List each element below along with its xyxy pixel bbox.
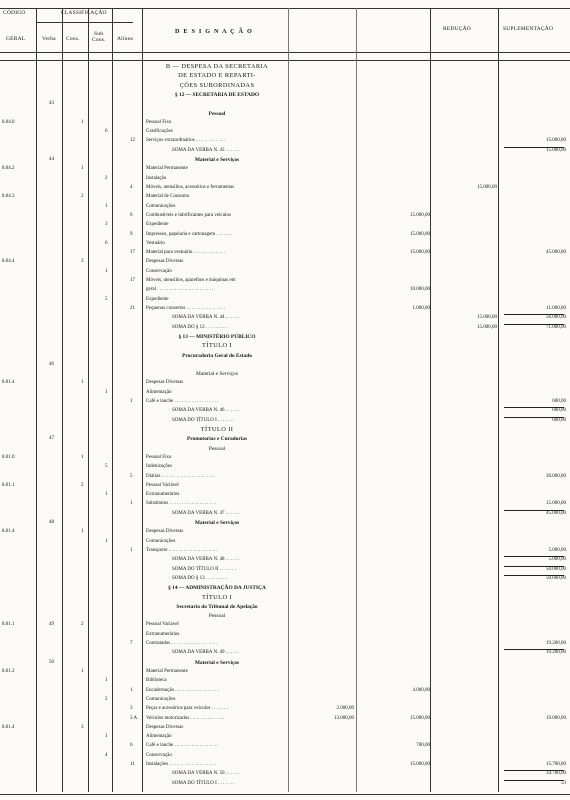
table-row: [0, 604, 570, 610]
header-cons: Cons.: [66, 36, 80, 42]
item-description: Pequenos consertos . . . . . . . . . . . . . . . .: [146, 306, 226, 311]
detail-amount-1: 13.000,00: [334, 715, 354, 721]
item-description: Expediente: [146, 222, 169, 228]
table-row: [0, 622, 570, 628]
cons-number: 3: [81, 259, 84, 265]
code: 8.01.4: [2, 724, 15, 730]
soma-line: SOMA DO TÍTULO II . . . . . . .: [172, 566, 236, 572]
soma-line: SOMA DA VERBA N. 46 . . . . . .: [172, 408, 240, 414]
soma-line: SOMA DA VERBA N. 49 . . . . . .: [172, 650, 240, 656]
table-row: [0, 678, 570, 684]
sum-rule: [504, 147, 564, 149]
table-row: [0, 595, 570, 601]
cons-number: 1: [81, 669, 84, 674]
table-row: [0, 232, 570, 238]
alinea-number: 4: [130, 185, 133, 190]
table-row: [0, 567, 570, 573]
soma-line: SOMA DA VERBA N. 48 . . . . . .: [172, 557, 240, 563]
table-row: [0, 334, 570, 340]
sum-rule: [504, 314, 564, 316]
sub-cons-number: 3: [105, 222, 108, 228]
table-row: [0, 650, 570, 656]
table-row: [0, 148, 570, 154]
item-description: Gratificações: [146, 129, 173, 135]
verba-number: 46: [49, 361, 54, 367]
cons-number: 2: [81, 194, 84, 200]
table-row: [0, 408, 570, 414]
suplementacao-amount: 11.000,00: [546, 306, 566, 311]
detail-amount-2: 4.000,00: [412, 687, 430, 693]
sub-cons-number: 1: [105, 734, 108, 740]
top-rule: [0, 8, 570, 9]
suplementacao-amount: 34.700,00: [546, 771, 566, 777]
cons-number: 1: [81, 119, 84, 125]
header-sub-cons: Cons.: [92, 37, 106, 43]
sum-rule: [504, 770, 564, 772]
suplementacao-amount: 19.200,00: [546, 641, 566, 647]
soma-line: SOMA DA VERBA N. 47 . . . . . .: [172, 510, 240, 516]
suplementacao-amount: 56.000,00: [546, 315, 566, 321]
table-row: [0, 241, 570, 247]
table-row: [0, 353, 570, 359]
table-row: [0, 101, 570, 107]
suplementacao-amount: 5.000,00: [548, 548, 566, 553]
item-description: Comunicações: [146, 696, 176, 702]
suplementacao-amount: 600,00: [552, 417, 566, 423]
item-description: Despesas Diversas: [146, 380, 184, 386]
suplementacao-amount: 15.000,00: [546, 138, 566, 144]
item-description: Café e lanche . . . . . . . . . . . . . . . . . .: [146, 399, 219, 405]
section-heading: Material e Serviços: [194, 520, 240, 527]
item-description: Alimentação: [146, 734, 172, 740]
section-heading: Material e Serviços: [194, 157, 240, 164]
section-heading: Secretaria do Tribunal de Apelação: [176, 603, 258, 610]
table-row: [0, 120, 570, 126]
soma-line: SOMA DO TÍTULO I . . . . . . .: [172, 780, 235, 786]
section-subheading: Pessoal: [208, 445, 226, 452]
sub-cons-number: 6: [105, 240, 108, 246]
detail-amount-2: 15.000,00: [410, 212, 430, 218]
table-row: [0, 539, 570, 545]
soma-line: SOMA DA VERBA N. 43 . . . . . .: [172, 147, 240, 153]
table-row: [0, 455, 570, 461]
table-row: [0, 706, 570, 712]
table-row: [0, 641, 570, 647]
soma-line: SOMA DA VERBA N. 50 . . . . . .: [172, 771, 240, 777]
alinea-number: 11: [130, 762, 135, 768]
suplementacao-amount: 15.000,00: [546, 501, 566, 507]
soma-line: SOMA DO § 13 . . . . . . . . .: [172, 575, 228, 581]
cons-number: 1: [81, 166, 84, 172]
item-description: Extranumerários: [146, 492, 180, 498]
table-row: [0, 585, 570, 591]
table-row: [0, 371, 570, 377]
cons-number: 3: [81, 724, 84, 730]
item-description: Biblioteca: [146, 678, 167, 684]
table-row: [0, 306, 570, 312]
cons-number: 2: [81, 482, 84, 488]
table-row: [0, 287, 570, 293]
table-row: [0, 464, 570, 470]
item-description: Despesas Diversas: [146, 724, 184, 730]
item-description: Instalação: [146, 175, 167, 181]
soma-line: SOMA DO TÍTULO I . . . . . . .: [172, 417, 235, 423]
item-description: Despesas Diversas: [146, 259, 184, 265]
table-row: [0, 734, 570, 740]
soma-line: SOMA DA VERBA N. 44 . . . . . .: [172, 315, 240, 321]
table-row: [0, 362, 570, 368]
alinea-number: 1: [130, 548, 133, 553]
item-description: Veículos motorizados . . . . . . . . . . . . . .: [146, 715, 225, 721]
section-heading: § 12 — SECRETARIA DE ESTADO: [174, 91, 260, 98]
section-heading: Pessoal: [208, 110, 226, 117]
reducao-amount: 15.000,00: [477, 185, 497, 190]
cons-number: 1: [81, 454, 84, 460]
sum-rule: [504, 556, 564, 558]
sum-rule: [504, 566, 564, 568]
alinea-number: 6: [130, 743, 133, 749]
alinea-number: 3: [130, 706, 133, 712]
code: 8.04.0: [2, 119, 15, 125]
section-title: TÍTULO II: [200, 426, 234, 433]
table-row: [0, 436, 570, 442]
detail-amount-1: 2.000,00: [336, 706, 354, 712]
table-row: [0, 660, 570, 666]
item-description: Combustíveis e lubrificantes para veículos: [146, 212, 231, 218]
section-subheading: Pessoal: [208, 613, 226, 620]
sum-rule: [504, 510, 564, 512]
cons-number: 2: [81, 622, 84, 628]
detail-amount-2: 15.000,00: [410, 250, 430, 256]
sum-rule: [504, 780, 564, 782]
sub-cons-number: 2: [105, 175, 108, 181]
table-row: [0, 250, 570, 256]
suplementacao-amount: 53: [561, 780, 566, 786]
item-description: Comunicações: [146, 203, 176, 209]
item-description: Café e lanche . . . . . . . . . . . . . . . . . .: [146, 743, 219, 749]
section-title: B — DESPESA DA SECRETARIA: [165, 63, 269, 70]
code: 8.04.4: [2, 259, 15, 265]
table-row: [0, 743, 570, 749]
alinea-number: 17: [130, 250, 135, 256]
code: 8.01.2: [2, 669, 15, 674]
table-row: [0, 269, 570, 275]
header-verba: Verba: [42, 36, 56, 42]
suplementacao-amount: 50.600,00: [546, 575, 566, 581]
item-description: Despesas Diversas: [146, 529, 184, 535]
table-row: [0, 83, 570, 89]
detail-amount-2: 1.000,00: [412, 306, 430, 311]
alinea-number: 1: [130, 687, 133, 693]
sum-rule: [504, 649, 564, 651]
table-row: [0, 399, 570, 405]
soma-line: SOMA DO § 12 . . . . . . . . .: [172, 324, 228, 330]
detail-amount-2: 15.000,00: [410, 231, 430, 237]
table-row: [0, 390, 570, 396]
suplementacao-amount: 30.000,00: [546, 473, 566, 479]
section-title: DE ESTADO E REPARTI-: [178, 72, 256, 80]
verba-number: 43: [49, 101, 54, 107]
suplementacao-amount: 19.200,00: [546, 650, 566, 656]
table-row: [0, 278, 570, 284]
section-subheading: Material e Serviços: [196, 371, 238, 378]
item-description: Expediente: [146, 296, 169, 302]
sub-cons-number: 5: [105, 464, 108, 470]
table-row: [0, 501, 570, 507]
table-row: [0, 213, 570, 219]
table-row: [0, 64, 570, 70]
code: 8.04.3: [2, 194, 15, 200]
table-row: [0, 194, 570, 200]
alinea-number: 21: [130, 306, 135, 311]
table-row: [0, 492, 570, 498]
table-row: [0, 632, 570, 638]
table-row: [0, 725, 570, 731]
suplementacao-amount: 71.000,00: [546, 324, 566, 330]
alinea-number: 1: [130, 501, 133, 507]
sub-cons-number: 1: [105, 678, 108, 684]
item-description: Alimentação: [146, 389, 172, 395]
cons-number: 1: [81, 380, 84, 386]
table-row: [0, 483, 570, 489]
sum-rule: [504, 575, 564, 577]
header-designacao: D E S I G N A Ç Ã O: [175, 28, 253, 35]
table-row: [0, 781, 570, 787]
table-row: [0, 343, 570, 349]
code: 8.01.4: [2, 380, 15, 386]
item-description: Móveis, utensílios, aparelhos e máquinas em: [146, 278, 236, 284]
header-classificacao: CLASSIFICAÇÃO: [61, 10, 107, 16]
item-description: Impressos, papelaria e cartonagem . . . . . . .: [146, 231, 233, 237]
sub-cons-number: 1: [105, 389, 108, 395]
item-description: Pessoal Variável: [146, 482, 179, 488]
classificacao-rule: [36, 22, 133, 23]
table-row: [0, 92, 570, 98]
alinea-number: 3 A: [130, 715, 138, 721]
section-heading: Material e Serviços: [194, 659, 240, 666]
item-description: Pessoal Fixo: [146, 119, 172, 125]
header-alinea: Alínea: [117, 36, 133, 42]
item-description: Material Permanente: [146, 669, 188, 674]
section-title: TÍTULO I: [202, 593, 232, 601]
sub-cons-number: 1: [105, 492, 108, 498]
section-heading: Promotorias e Curadorias: [186, 436, 248, 443]
sum-rule: [504, 324, 564, 326]
alinea-number: 7: [130, 641, 133, 647]
alinea-number: 6: [130, 212, 133, 218]
detail-amount-2: 10.000,00: [410, 287, 430, 293]
table-row: [0, 166, 570, 172]
suplementacao-amount: 19.000,00: [546, 715, 566, 721]
item-description: Indenizações: [146, 464, 173, 470]
sub-cons-number: 4: [105, 752, 108, 758]
suplementacao-amount: 600,00: [552, 408, 566, 414]
item-description: Transporte . . . . . . . . . . . . . . . . . . . .: [146, 548, 218, 553]
table-row: [0, 716, 570, 722]
sub-cons-number: 6: [105, 129, 108, 135]
header-sub: Sub.: [94, 31, 105, 37]
sub-cons-number: 1: [105, 538, 108, 544]
code: 8.01.1: [2, 622, 15, 628]
table-row: [0, 315, 570, 321]
item-description: Conservação: [146, 268, 172, 274]
table-row: [0, 548, 570, 554]
table-row: [0, 557, 570, 563]
code: 8.01.4: [2, 529, 15, 535]
section-heading: Procuradoria Geral do Estado: [182, 352, 252, 359]
item-description: Pessoal Fixo: [146, 454, 172, 460]
detail-amount-2: 700,00: [416, 743, 430, 749]
detail-amount-2: 15.000,00: [410, 762, 430, 768]
verba-number: 49: [49, 622, 54, 628]
table-row: [0, 753, 570, 759]
item-description: Encadernação . . . . . . . . . . . . . . . . . .: [146, 687, 220, 693]
table-row: [0, 380, 570, 386]
detail-amount-2: 15.000,00: [410, 715, 430, 721]
suplementacao-amount: 15.700,00: [546, 762, 566, 768]
sub-cons-number: 1: [105, 203, 108, 209]
table-row: [0, 204, 570, 210]
section-heading: § 13 — MINISTÉRIO PÚBLICO: [178, 333, 256, 340]
header-suplementacao: SUPLEMENTAÇÃO: [503, 26, 554, 32]
table-row: [0, 697, 570, 703]
suplementacao-amount: 15.000,00: [546, 147, 566, 153]
table-row: [0, 73, 570, 79]
suplementacao-amount: 600,00: [552, 399, 566, 405]
alinea-number: 17: [130, 278, 135, 284]
table-row: [0, 427, 570, 433]
table-row: [0, 474, 570, 480]
item-description: Contratados . . . . . . . . . . . . . . . . . . .: [146, 641, 218, 647]
section-title: TÍTULO I: [202, 342, 232, 350]
cons-number: 1: [81, 529, 84, 535]
item-description: Comunicações: [146, 538, 176, 544]
sub-cons-number: 5: [105, 296, 108, 302]
item-description: Peças e acessórios para veículos . . . . . . .: [146, 706, 228, 712]
table-row: [0, 520, 570, 526]
reducao-amount: 15.000,00: [477, 324, 497, 330]
item-description: Extranumerários: [146, 631, 180, 637]
table-row: [0, 576, 570, 582]
item-description: Diárias . . . . . . . . . . . . . . . . . . . . . .: [146, 473, 216, 479]
table-row: [0, 259, 570, 265]
code: 8.01.1: [2, 482, 15, 488]
table-row: [0, 297, 570, 303]
code: 8.01.0: [2, 454, 15, 460]
header-codigo: CÓDIGO: [3, 10, 26, 16]
table-row: [0, 222, 570, 228]
alinea-number: 1: [130, 399, 133, 405]
verba-number: 50: [49, 659, 54, 665]
code: 8.04.2: [2, 166, 15, 172]
item-description: Serviços extraordinários . . . . . . . . . . . .: [146, 138, 225, 144]
sum-rule: [504, 417, 564, 419]
item-description: Vestuário: [146, 240, 165, 246]
suplementacao-amount: 50.000,00: [546, 566, 566, 572]
item-description: geral . . . . . . . . . . . . . . . . . . . . . . .: [146, 287, 214, 293]
item-description: Móveis, utensílios, acessórios e ferramentas: [146, 185, 235, 190]
sub-cons-number: 2: [105, 696, 108, 702]
item-description: Pessoal Variável: [146, 622, 179, 628]
table-row: [0, 418, 570, 424]
bottom-rule: [0, 794, 570, 795]
item-description: Material Permanente: [146, 166, 188, 172]
sum-rule: [504, 407, 564, 409]
alinea-number: 5: [130, 473, 133, 479]
item-description: Conservação: [146, 752, 172, 758]
table-row: [0, 669, 570, 675]
table-row: [0, 111, 570, 117]
table-row: [0, 688, 570, 694]
suplementacao-amount: 45.000,00: [546, 250, 566, 256]
table-row: [0, 129, 570, 135]
alinea-number: 12: [130, 138, 135, 144]
verba-number: 47: [49, 436, 54, 442]
alinea-number: 9: [130, 231, 133, 237]
table-row: [0, 511, 570, 517]
verba-number: 48: [49, 520, 54, 526]
item-description: Instalações . . . . . . . . . . . . . . . . . . .: [146, 762, 216, 768]
table-row: [0, 446, 570, 452]
table-row: [0, 529, 570, 535]
header-rule-2: [0, 60, 570, 61]
table-row: [0, 157, 570, 163]
item-description: Material de Consumo: [146, 194, 190, 200]
suplementacao-amount: 5.000,00: [548, 557, 566, 563]
table-row: [0, 176, 570, 182]
verba-number: 44: [49, 157, 54, 163]
table-row: [0, 771, 570, 777]
header-geral: GERAL: [6, 36, 26, 42]
reducao-amount: 15.000,00: [477, 315, 497, 321]
header-rule: [0, 52, 570, 53]
item-description: Substitutos . . . . . . . . . . . . . . . . . . .: [146, 501, 216, 507]
item-description: Material para vestuário . . . . . . . . . . . . .: [146, 250, 225, 256]
suplementacao-amount: 45.000,00: [546, 510, 566, 516]
header-reducao: REDUÇÃO: [443, 26, 471, 32]
section-title: ÇÕES SUBORDINADAS: [179, 81, 255, 89]
table-row: [0, 325, 570, 331]
section-heading: § 14 — ADMINISTRAÇÃO DA JUSTIÇA: [168, 585, 266, 592]
table-row: [0, 185, 570, 191]
table-row: [0, 762, 570, 768]
sub-cons-number: 1: [105, 268, 108, 274]
table-row: [0, 613, 570, 619]
table-row: [0, 138, 570, 144]
